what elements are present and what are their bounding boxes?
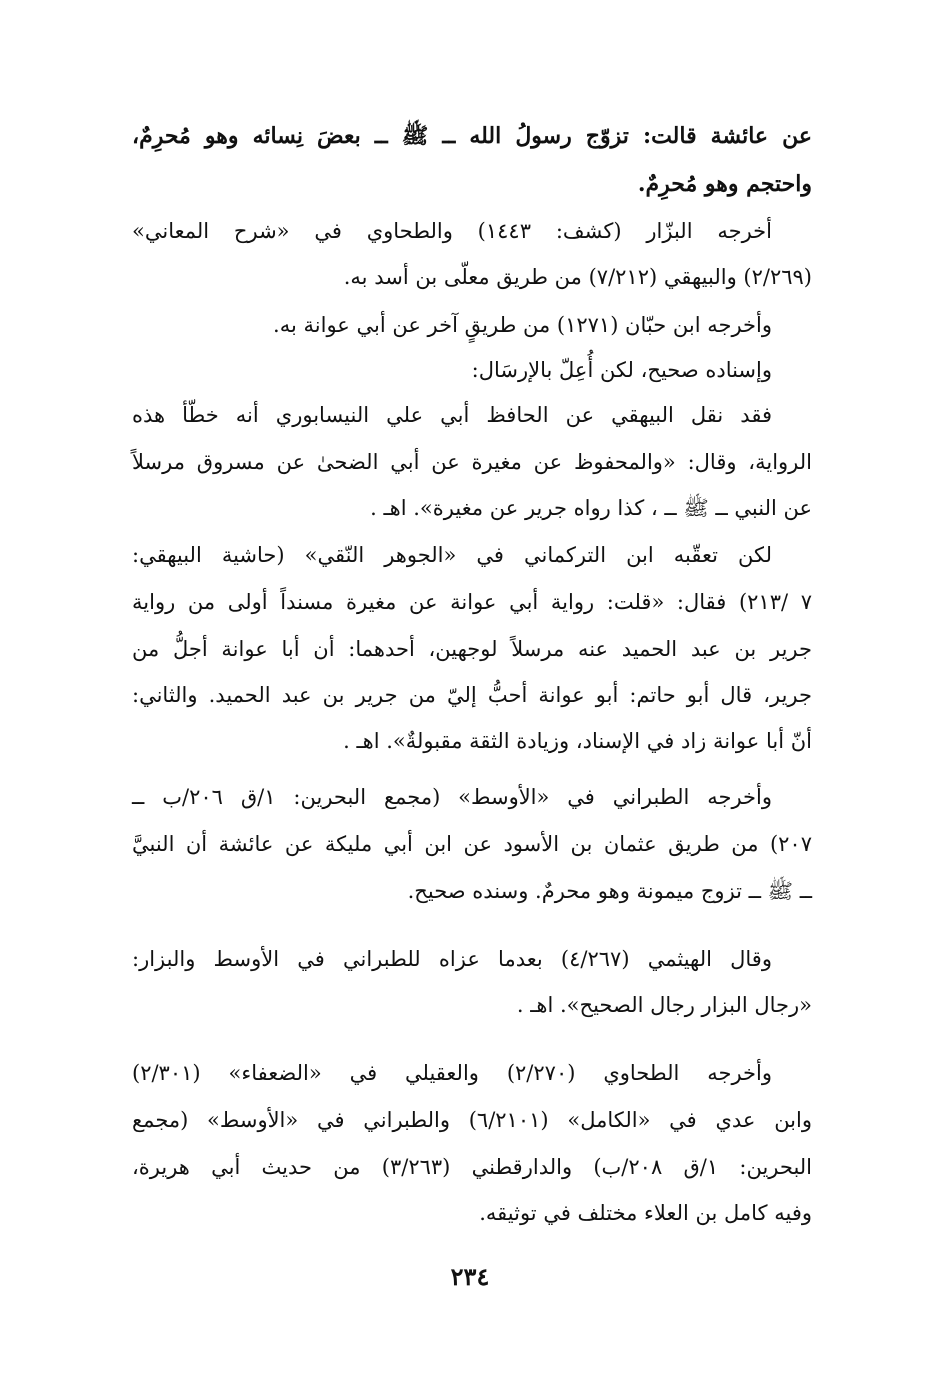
paragraph-line: وإسناده صحيح، لكن أُعِلّ بالإرسَال: bbox=[471, 358, 772, 382]
paragraph-line: وقال الهيثمي (٤/٢٦٧) بعدما عزاه للطبراني في الأوسط والبزار: bbox=[132, 947, 772, 971]
paragraph-line: «رجال البزار رجال الصحيح». اهـ . bbox=[516, 993, 812, 1017]
paragraph-line: أخرجه البزّار (كشف: ١٤٤٣) والطحاوي في «شرح المعاني» bbox=[132, 219, 772, 243]
hadith-text-line: واحتجم وهو مُحرِمٌ. bbox=[637, 171, 812, 197]
paragraph-line: فقد نقل البيهقي عن الحافظ أبي علي النيسابوري أنه خطّأ هذه bbox=[132, 403, 772, 427]
paragraph-line: وأخرجه ابن حبّان (١٢٧١) من طريقٍ آخر عن أبي عوانة به. bbox=[273, 313, 772, 337]
paragraph-line: عن النبي ــ ﷺ ــ ، كذا رواه جرير عن مغيرة». اهـ . bbox=[370, 496, 812, 520]
paragraph-line: لكن تعقّبه ابن التركماني في «الجوهر النّقي» (حاشية البيهقي: bbox=[132, 543, 772, 567]
paragraph-line: وابن عدي في «الكامل» (٦/٢١٠١) والطبراني في «الأوسط» (مجمع bbox=[132, 1108, 812, 1132]
paragraph-line: ــ ﷺ ــ تزوج ميمونة وهو محرمٌ. وسنده صحيح. bbox=[407, 879, 812, 903]
paragraph-line: وأخرجه الطبراني في «الأوسط» (مجمع البحرين: ١/ق ٢٠٦/ب ــ bbox=[132, 785, 773, 809]
page-number: ٢٣٤ bbox=[450, 1262, 490, 1291]
paragraph-line: أنّ أبا عوانة زاد في الإسناد، وزيادة الثقة مقبولةٌ». اهـ . bbox=[343, 729, 812, 753]
paragraph-line: ٧ /٢١٣) فقال: «قلت: رواية أبي عوانة عن مغيرة مسنداً أولى من رواية bbox=[132, 590, 812, 614]
paragraph-line: وأخرجه الطحاوي (٢/٢٧٠) والعقيلي في «الضعفاء» (٢/٣٠١) bbox=[132, 1061, 773, 1085]
hadith-text-line: عن عائشة قالت: تزوّج رسولُ الله ــ ﷺ ــ بعضَ نِسائه وهو مُحرِمٌ، bbox=[132, 123, 812, 149]
paragraph-line: البحرين: ١/ق ٢٠٨/ب) والدارقطني (٣/٢٦٣) من حديث أبي هريرة، bbox=[132, 1155, 813, 1179]
paragraph-line: وفيه كامل بن العلاء مختلف في توثيقه. bbox=[479, 1201, 812, 1225]
paragraph-line: جرير بن عبد الحميد عنه مرسلاً لوجهين، أحدهما: أن أبا عوانة أجلُّ من bbox=[132, 637, 812, 661]
paragraph-line: الرواية، وقال: «والمحفوظ عن مغيرة عن أبي الضحىٰ عن مسروق مرسلاً bbox=[132, 450, 812, 474]
paragraph-line: ٢٠٧) من طريق عثمان بن الأسود عن ابن أبي مليكة عن عائشة أن النبيَّ bbox=[132, 832, 812, 856]
paragraph-line: (٢/٢٦٩) والبيهقي (٧/٢١٢) من طريق معلّى بن أسد به. bbox=[343, 265, 812, 289]
paragraph-line: جرير، قال أبو حاتم: أبو عوانة أحبُّ إليّ من جرير بن عبد الحميد. والثاني: bbox=[132, 683, 812, 707]
